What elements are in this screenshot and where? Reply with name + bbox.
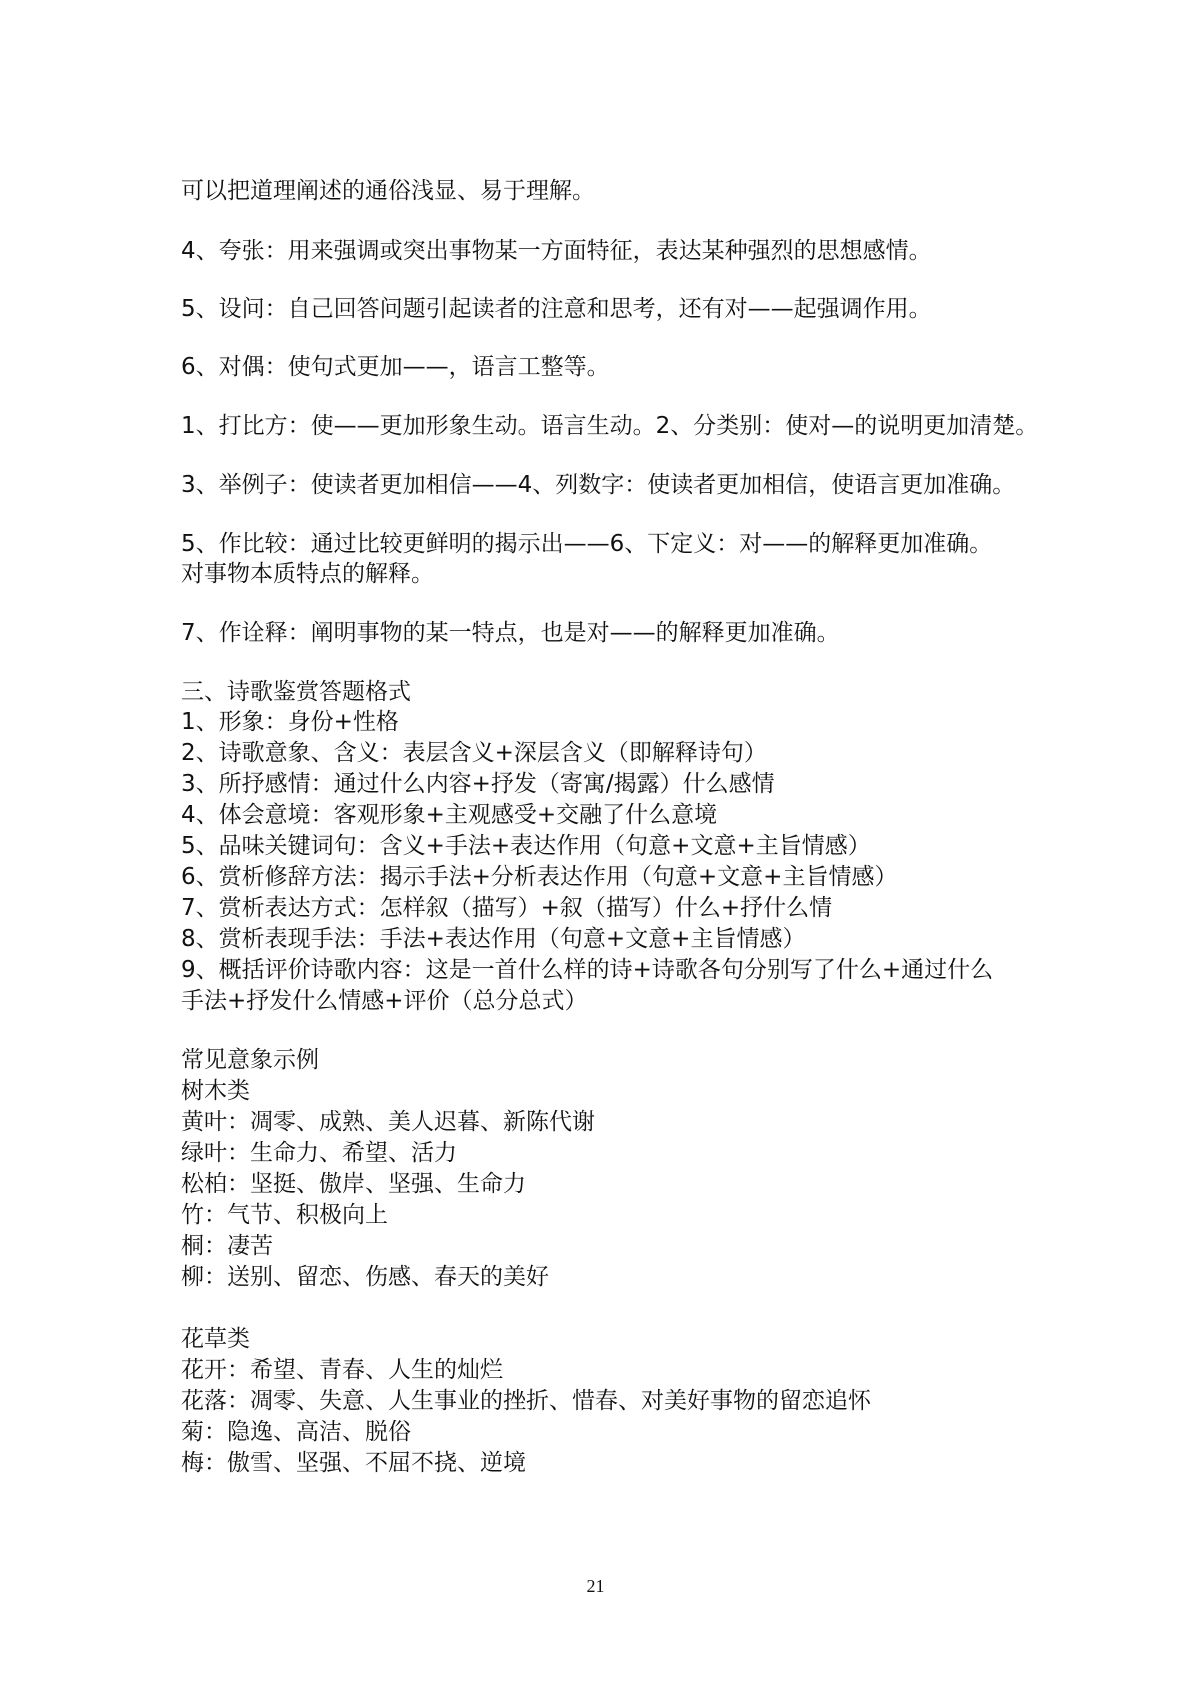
text-line: 绿叶：生命力、希望、活力: [181, 1140, 457, 1166]
text-line: 可以把道理阐述的通俗浅显、易于理解。: [181, 178, 595, 204]
text-line: 松柏：坚挺、傲岸、坚强、生命力: [181, 1171, 526, 1197]
text-line: 1、打比方：使——更加形象生动。语言生动。2、分类别：使对—的说明更加清楚。: [181, 413, 1039, 439]
subsection-heading: 树木类: [181, 1078, 250, 1104]
text-line: 菊：隐逸、高洁、脱俗: [181, 1419, 411, 1445]
text-line: 6、赏析修辞方法：揭示手法+分析表达作用（句意+文意+主旨情感）: [181, 864, 898, 890]
text-line: 梅：傲雪、坚强、不屈不挠、逆境: [181, 1450, 526, 1476]
text-line: 9、概括评价诗歌内容：这是一首什么样的诗+诗歌各句分别写了什么+通过什么: [181, 957, 994, 983]
text-line: 3、举例子：使读者更加相信——4、列数字：使读者更加相信，使语言更加准确。: [181, 472, 1016, 498]
text-line: 6、对偶：使句式更加——，语言工整等。: [181, 354, 610, 380]
section-heading: 常见意象示例: [181, 1047, 319, 1073]
section-heading: 三、诗歌鉴赏答题格式: [181, 679, 411, 705]
text-line: 7、作诠释：阐明事物的某一特点，也是对——的解释更加准确。: [181, 620, 840, 646]
subsection-heading: 花草类: [181, 1326, 250, 1352]
text-line: 黄叶：凋零、成熟、美人迟暮、新陈代谢: [181, 1109, 595, 1135]
text-line: 5、作比较：通过比较更鲜明的揭示出——6、下定义：对——的解释更加准确。: [181, 531, 993, 557]
text-line: 柳：送别、留恋、伤感、春天的美好: [181, 1264, 549, 1290]
text-line: 花落：凋零、失意、人生事业的挫折、惜春、对美好事物的留恋追怀: [181, 1388, 871, 1414]
text-line: 5、品味关键词句：含义+手法+表达作用（句意+文意+主旨情感）: [181, 833, 871, 859]
text-line: 4、夸张：用来强调或突出事物某一方面特征，表达某种强烈的思想感情。: [181, 238, 932, 264]
text-line: 3、所抒感情：通过什么内容+抒发（寄寓/揭露）什么感情: [181, 771, 775, 797]
text-line: 花开：希望、青春、人生的灿烂: [181, 1357, 503, 1383]
text-line: 1、形象：身份+性格: [181, 709, 399, 735]
page-number: 21: [586, 1576, 605, 1596]
text-line: 7、赏析表达方式：怎样叙（描写）+叙（描写）什么+抒什么情: [181, 895, 833, 921]
text-line: 4、体会意境：客观形象+主观感受+交融了什么意境: [181, 802, 718, 828]
text-line: 2、诗歌意象、含义：表层含义+深层含义（即解释诗句）: [181, 740, 767, 766]
text-line: 8、赏析表现手法：手法+表达作用（句意+文意+主旨情感）: [181, 926, 806, 952]
text-line: 手法+抒发什么情感+评价（总分总式）: [181, 988, 588, 1014]
text-line: 5、设问：自己回答问题引起读者的注意和思考，还有对——起强调作用。: [181, 296, 932, 322]
text-line: 对事物本质特点的解释。: [181, 561, 434, 587]
text-line: 桐：凄苦: [181, 1233, 273, 1259]
text-line: 竹：气节、积极向上: [181, 1202, 388, 1228]
